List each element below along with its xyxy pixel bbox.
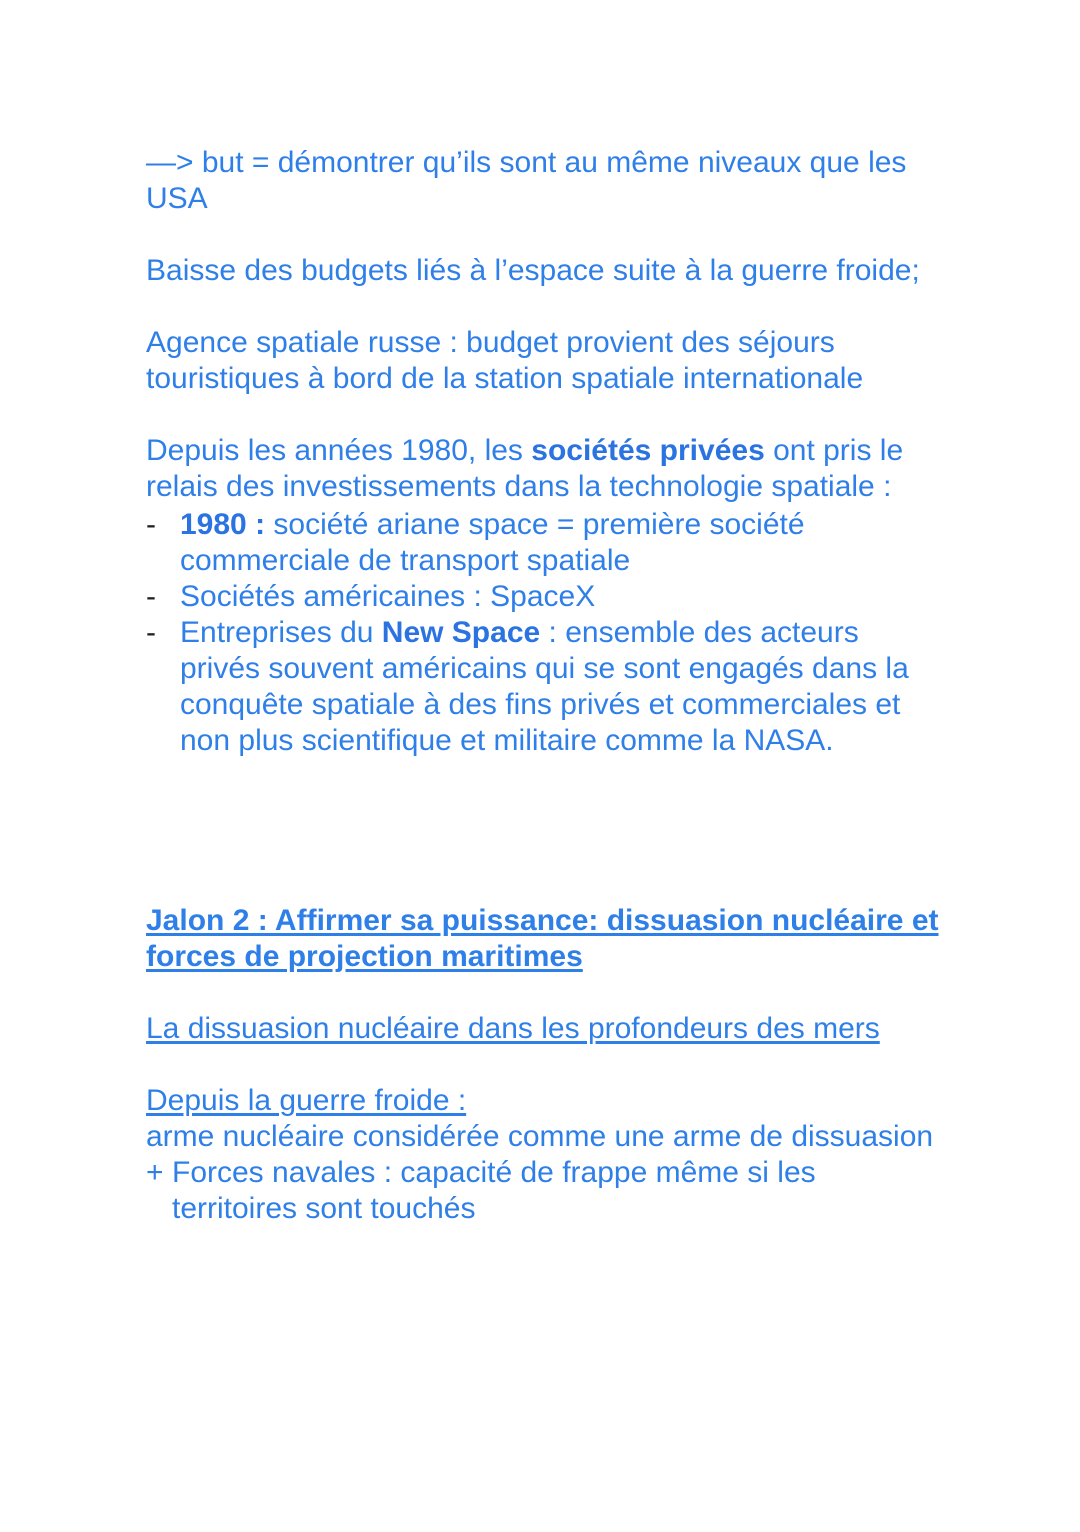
cold-war-label-line xyxy=(146,1083,946,1119)
list-item-text: Sociétés américaines : SpaceX xyxy=(180,580,596,613)
list-item xyxy=(146,507,946,579)
list-item xyxy=(146,615,946,759)
cold-war-text: arme nucléaire considérée comme une arme de dissuasion xyxy=(146,1120,934,1153)
dash-bullet: - xyxy=(146,616,156,649)
naval-forces-text: Forces navales : capacité de frappe même si les territoires sont touchés xyxy=(172,1156,816,1225)
private-companies-list xyxy=(146,507,946,759)
paragraph-budget-decline: Baisse des budgets liés à l’espace suite à la guerre froide; xyxy=(146,254,920,287)
private-companies-intro xyxy=(146,433,946,505)
cold-war-label: Depuis la guerre froide : xyxy=(146,1084,467,1117)
dash-bullet: - xyxy=(146,508,156,541)
list-item xyxy=(146,579,946,615)
list-item-bold: 1980 : xyxy=(180,508,266,541)
section-subheading: La dissuasion nucléaire dans les profondeurs des mers xyxy=(146,1012,880,1045)
intro-text-before: Depuis les années 1980, les xyxy=(146,434,532,467)
paragraph-russian-agency: Agence spatiale russe : budget provient des séjours touristiques à bord de la station spatiale internationale xyxy=(146,326,864,395)
document-page xyxy=(146,145,946,1227)
naval-forces-item xyxy=(146,1155,946,1227)
cold-war-paragraph xyxy=(146,1083,946,1227)
intro-text-after: ont pris le relais des investissements dans la technologie spatiale : xyxy=(146,434,904,503)
plus-symbol: + xyxy=(146,1156,164,1189)
list-item-text-after: : ensemble des acteurs privés souvent américains qui se sont engagés dans la conquête spatiale à des fins privés et commerciales et non plus scientifique et militaire comme la NASA. xyxy=(180,616,909,757)
paragraph-goal: —> but = démontrer qu’ils sont au même niveaux que les USA xyxy=(146,146,907,215)
list-item-bold: New Space xyxy=(381,616,541,649)
list-item-text-before: Entreprises du xyxy=(180,616,382,649)
intro-bold-text: sociétés privées xyxy=(531,434,765,467)
dash-bullet: - xyxy=(146,580,156,613)
section-heading: Jalon 2 : Affirmer sa puissance: dissuasion nucléaire et forces de projection maritimes xyxy=(146,904,939,973)
paragraph-private-companies xyxy=(146,433,946,759)
list-item-text: société ariane space = première société commerciale de transport spatiale xyxy=(180,508,805,577)
